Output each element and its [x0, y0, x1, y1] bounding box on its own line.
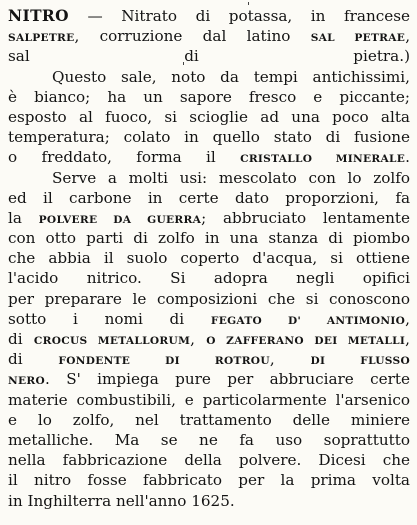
text-segment: e lo zolfo, nel trattamento delle miniere [8, 410, 410, 429]
text-line [8, 168, 410, 188]
small-caps-term: NERO [8, 375, 45, 388]
text-segment: Serve a molti usi: mescolato con lo zolfo [52, 168, 410, 187]
text-segment: sotto i nomi di [8, 309, 211, 328]
text-line [8, 248, 410, 268]
text-line [8, 127, 410, 147]
small-caps-term: O ZAFFERANO DEI METALLI [206, 335, 406, 347]
text-segment: . [405, 148, 410, 167]
text-segment: metalliche. Ma se ne fa uso soprattutto [8, 430, 410, 449]
text-segment: esposto al fuoco, si scioglie ad una poco alta [8, 107, 410, 126]
text-line [8, 228, 410, 248]
text-segment: , corruzione dal latino [74, 27, 311, 46]
text-line [8, 26, 410, 46]
text-line [8, 470, 410, 490]
text-line [8, 87, 410, 107]
text-line [8, 390, 410, 410]
small-caps-term: DI FLUSSO [310, 355, 410, 368]
small-caps-term: POLVERE DA GUERRA [38, 213, 202, 226]
small-caps-term: SALPETRE [8, 32, 75, 45]
text-line [8, 6, 410, 26]
text-line [8, 107, 410, 127]
entry-headword: NITRO [8, 7, 69, 25]
text-segment: Questo sale, noto da tempi antichissimi, [52, 67, 410, 86]
text-segment: sal di pietra.) [8, 47, 410, 66]
text-segment: materie combustibili, e particolarmente l'arsenico [8, 390, 410, 409]
text-segment: ; abbruciato lentamente [201, 208, 410, 227]
text-segment: nella fabbricazione della polvere. Dicesi che [8, 451, 410, 470]
text-segment: è bianco; ha un sapore fresco e piccante; [8, 87, 410, 106]
text-segment: per preparare le composizioni che si conoscono [8, 289, 410, 308]
text-segment: con otto parti di zolfo in una stanza di piombo [8, 229, 410, 248]
small-caps-term: FEGATO D' ANTIMONIO [210, 314, 406, 327]
text-line [8, 349, 410, 369]
text-segment: , [405, 27, 411, 46]
text-segment: , [405, 309, 410, 328]
text-line [8, 147, 410, 167]
text-segment: di [8, 330, 34, 348]
nitro-article [8, 6, 410, 511]
text-segment: . S' impiega pure per abbruciare certe [45, 370, 410, 389]
text-segment: la [8, 208, 39, 227]
print-mark [248, 2, 249, 5]
text-line [8, 430, 410, 450]
text-segment: di [8, 350, 59, 369]
text-line [8, 46, 410, 66]
small-caps-term: SAL PETRAE [310, 32, 406, 45]
text-segment: temperatura; colato in quello stato di fusione [8, 128, 410, 147]
text-segment: ed il carbone in certe dato proporzioni, fa [8, 188, 410, 207]
text-line [8, 208, 410, 228]
text-line [8, 188, 410, 208]
text-segment: , [405, 330, 410, 348]
text-line [8, 491, 410, 511]
text-line [8, 369, 410, 389]
text-line [8, 410, 410, 430]
text-line [8, 309, 410, 329]
text-segment: , [269, 350, 311, 369]
text-line [8, 329, 410, 349]
text-segment: l'acido nitrico. Si adopra negli opifici [8, 269, 410, 288]
text-line [8, 67, 410, 87]
small-caps-term: CRISTALLO MINERALE [240, 153, 406, 166]
text-line [8, 268, 410, 288]
text-line [8, 289, 410, 309]
text-segment: , [190, 330, 207, 348]
text-segment: che abbia il suolo coperto d'acqua, si ottiene [8, 249, 410, 268]
text-segment: o freddato, forma il [8, 148, 241, 167]
small-caps-term: CROCUS METALLORUM [33, 335, 191, 347]
text-segment: il nitro fosse fabbricato per la prima volta [8, 471, 410, 490]
small-caps-term: FONDENTE DI ROTROU [58, 355, 270, 368]
text-line [8, 450, 410, 470]
text-segment: — Nitrato di potassa, in francese [68, 7, 410, 25]
text-segment: in Inghilterra nell'anno 1625. [8, 491, 235, 510]
